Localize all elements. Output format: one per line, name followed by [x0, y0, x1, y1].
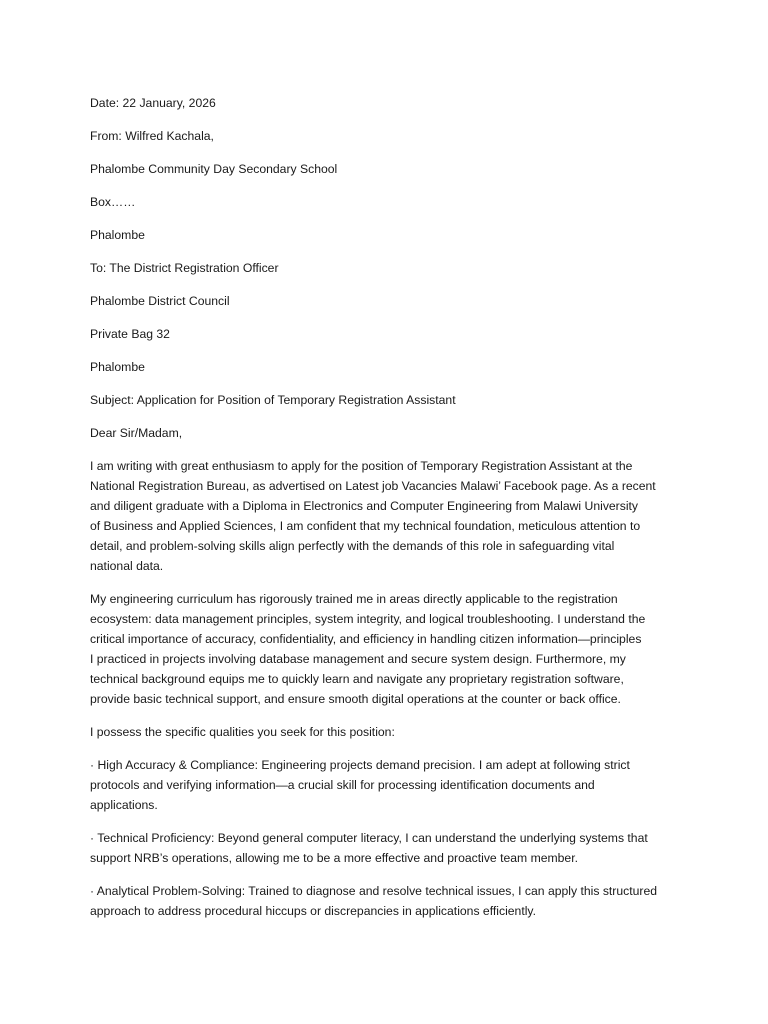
bullet-technical	[90, 828, 682, 868]
paragraph-line: · High Accuracy & Compliance: Engineering projects demand precision. I am adept at following strict	[90, 758, 630, 772]
sender-town: Phalombe	[90, 228, 145, 242]
paragraph-line: · Technical Proficiency: Beyond general computer literacy, I can understand the underlying systems that	[90, 831, 648, 845]
paragraph-line: critical importance of accuracy, confidentiality, and efficiency in handling citizen information—principles	[90, 632, 642, 646]
paragraph-line: national data.	[90, 559, 164, 573]
bullet-analytical	[90, 881, 682, 921]
paragraph-line: National Registration Bureau, as advertised on Latest job Vacancies Malawi’ Facebook page. As a recent	[90, 479, 656, 493]
letter-subject: Subject: Application for Position of Temporary Registration Assistant	[90, 393, 456, 407]
paragraph-line: support NRB’s operations, allowing me to be a more effective and proactive team member.	[90, 851, 578, 865]
paragraph-line: technical background equips me to quickly learn and navigate any proprietary registration software,	[90, 672, 624, 686]
paragraph-line: My engineering curriculum has rigorously trained me in areas directly applicable to the registration	[90, 592, 618, 606]
paragraph-line: and diligent graduate with a Diploma in Electronics and Computer Engineering from Malawi University	[90, 499, 639, 513]
paragraph-line: ecosystem: data management principles, system integrity, and logical troubleshooting. I understand the	[90, 612, 646, 626]
letter-date: Date: 22 January, 2026	[90, 96, 216, 110]
recipient-title: To: The District Registration Officer	[90, 261, 279, 275]
salutation: Dear Sir/Madam,	[90, 426, 183, 440]
paragraph-line: I practiced in projects involving database management and secure system design. Furthermore, my	[90, 652, 626, 666]
paragraph-line: applications.	[90, 798, 158, 812]
paragraph-intro	[90, 456, 682, 576]
paragraph-line: of Business and Applied Sciences, I am confident that my technical foundation, meticulous attention to	[90, 519, 641, 533]
paragraph-line: approach to address procedural hiccups or discrepancies in applications efficiently.	[90, 904, 536, 918]
sender-box: Box……	[90, 195, 136, 209]
recipient-bag: Private Bag 32	[90, 327, 170, 341]
letter-page	[90, 93, 682, 934]
recipient-town: Phalombe	[90, 360, 145, 374]
paragraph-line: protocols and verifying information—a crucial skill for processing identification documents and	[90, 778, 595, 792]
sender-name: From: Wilfred Kachala,	[90, 129, 214, 143]
sender-school: Phalombe Community Day Secondary School	[90, 162, 338, 176]
paragraph-line: detail, and problem-solving skills align perfectly with the demands of this role in safeguarding vital	[90, 539, 615, 553]
paragraph-line: provide basic technical support, and ensure smooth digital operations at the counter or back office.	[90, 692, 621, 706]
recipient-org: Phalombe District Council	[90, 294, 230, 308]
paragraph-curriculum	[90, 589, 682, 709]
qualities-intro: I possess the specific qualities you seek for this position:	[90, 725, 395, 739]
bullet-accuracy	[90, 755, 682, 815]
paragraph-line: I am writing with great enthusiasm to apply for the position of Temporary Registration Assistant at the	[90, 459, 633, 473]
paragraph-line: · Analytical Problem-Solving: Trained to diagnose and resolve technical issues, I can apply this structured	[90, 884, 658, 898]
